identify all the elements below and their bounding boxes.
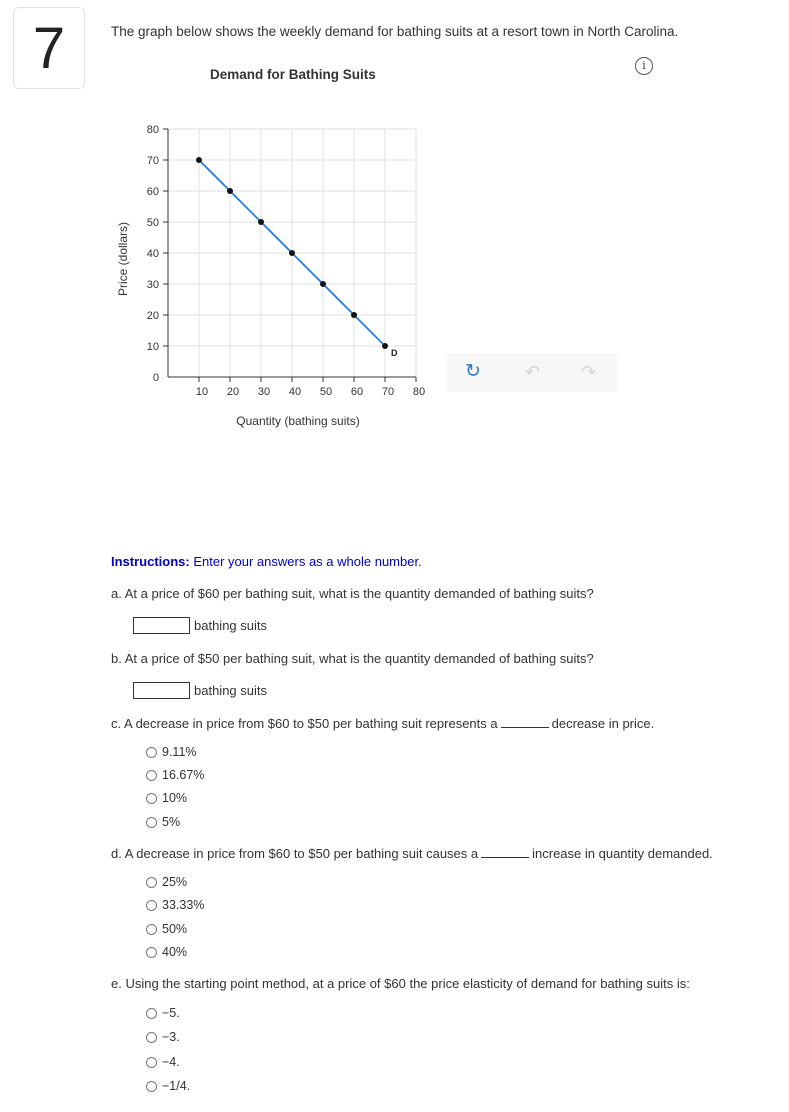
question-e-text: e. Using the starting point method, at a price of $60 the price elasticity of demand for bathing suits is: — [111, 976, 690, 991]
question-c-blank — [501, 726, 549, 728]
option-c-3[interactable] — [146, 791, 187, 805]
option-e-4[interactable] — [146, 1079, 190, 1093]
undo-icon[interactable]: ↶ — [525, 362, 541, 382]
y-tick-label: 20 — [146, 310, 159, 322]
option-label: 40% — [162, 945, 188, 959]
x-tick-label: 50 — [319, 386, 333, 398]
data-point — [351, 312, 357, 318]
option-label: −4. — [162, 1055, 180, 1069]
option-d-2[interactable] — [146, 898, 204, 912]
data-point — [258, 219, 264, 225]
option-label: −1/4. — [162, 1079, 191, 1093]
y-tick-label: 10 — [146, 341, 159, 353]
question-d-after: increase in quantity demanded. — [532, 846, 713, 861]
instructions-text: Enter your answers as a whole number. — [189, 554, 422, 569]
radio-button[interactable] — [146, 747, 157, 758]
option-label: 9.11% — [162, 745, 197, 759]
option-c-1[interactable] — [146, 745, 197, 759]
y-axis-title: Price (dollars) — [116, 221, 130, 297]
x-tick-label: 80 — [412, 386, 426, 398]
chart-title: Demand for Bathing Suits — [210, 67, 376, 82]
data-point — [382, 343, 388, 349]
option-label: −5. — [162, 1006, 180, 1020]
y-tick-label: 60 — [146, 186, 159, 198]
reset-icon[interactable]: ↻ — [465, 361, 481, 382]
answer-b-unit: bathing suits — [194, 683, 267, 698]
question-number: 7 — [13, 7, 85, 89]
y-tick-label: 40 — [146, 248, 159, 260]
option-d-4[interactable] — [146, 945, 187, 959]
option-label: 50% — [162, 922, 188, 936]
question-c-text — [111, 716, 654, 731]
question-b-text: b. At a price of $50 per bathing suit, what is the quantity demanded of bathing suits? — [111, 651, 594, 666]
option-label: 16.67% — [162, 768, 205, 782]
radio-button[interactable] — [146, 947, 157, 958]
answer-b-input[interactable] — [133, 682, 190, 699]
x-tick-label: 30 — [257, 386, 271, 398]
radio-button[interactable] — [146, 770, 157, 781]
option-e-1[interactable] — [146, 1006, 180, 1020]
option-c-2[interactable] — [146, 768, 204, 782]
radio-button[interactable] — [146, 1008, 157, 1019]
question-a-text: a. At a price of $60 per bathing suit, what is the quantity demanded of bathing suits? — [111, 586, 594, 601]
demand-chart[interactable] — [110, 115, 440, 435]
y-tick-label: 80 — [146, 124, 159, 136]
radio-button[interactable] — [146, 817, 157, 828]
option-label: −3. — [162, 1030, 180, 1044]
origin-label: 0 — [152, 372, 159, 384]
option-label: 33.33% — [162, 898, 205, 912]
x-tick-label: 60 — [350, 386, 364, 398]
question-c-after: decrease in price. — [551, 716, 655, 731]
question-intro: The graph below shows the weekly demand for bathing suits at a resort town in North Carolina. — [111, 24, 679, 39]
x-tick-label: 10 — [195, 386, 209, 398]
data-point — [227, 188, 233, 194]
radio-button[interactable] — [146, 1032, 157, 1043]
instructions — [111, 554, 422, 569]
y-tick-label: 50 — [146, 217, 159, 229]
data-point — [320, 281, 326, 287]
x-tick-label: 40 — [288, 386, 302, 398]
info-icon[interactable]: i — [635, 57, 653, 75]
graph-toolbar — [447, 353, 617, 392]
answer-a-input[interactable] — [133, 617, 190, 634]
radio-button[interactable] — [146, 1057, 157, 1068]
option-label: 10% — [162, 791, 188, 805]
x-axis-title: Quantity (bathing suits) — [236, 414, 360, 428]
option-d-1[interactable] — [146, 875, 187, 889]
option-c-4[interactable] — [146, 815, 180, 829]
option-label: 5% — [162, 815, 181, 829]
question-c-before: c. A decrease in price from $60 to $50 per bathing suit represents a — [111, 716, 498, 731]
x-tick-label: 20 — [226, 386, 240, 398]
y-tick-label: 30 — [146, 279, 159, 291]
y-tick-label: 70 — [146, 155, 159, 167]
radio-button[interactable] — [146, 1081, 157, 1092]
option-d-3[interactable] — [146, 922, 187, 936]
radio-button[interactable] — [146, 900, 157, 911]
series-label: D — [391, 348, 398, 358]
radio-button[interactable] — [146, 793, 157, 804]
question-d-blank — [481, 856, 529, 858]
instructions-label: Instructions: — [111, 554, 190, 569]
data-point — [289, 250, 295, 256]
data-point — [196, 157, 202, 163]
option-e-3[interactable] — [146, 1055, 180, 1069]
question-d-before: d. A decrease in price from $60 to $50 per bathing suit causes a — [111, 846, 479, 861]
answer-a-unit: bathing suits — [194, 618, 267, 633]
option-e-2[interactable] — [146, 1030, 180, 1044]
option-label: 25% — [162, 875, 188, 889]
redo-icon[interactable]: ↷ — [581, 362, 597, 382]
question-d-text — [111, 846, 713, 861]
x-tick-label: 70 — [381, 386, 395, 398]
radio-button[interactable] — [146, 877, 157, 888]
radio-button[interactable] — [146, 924, 157, 935]
